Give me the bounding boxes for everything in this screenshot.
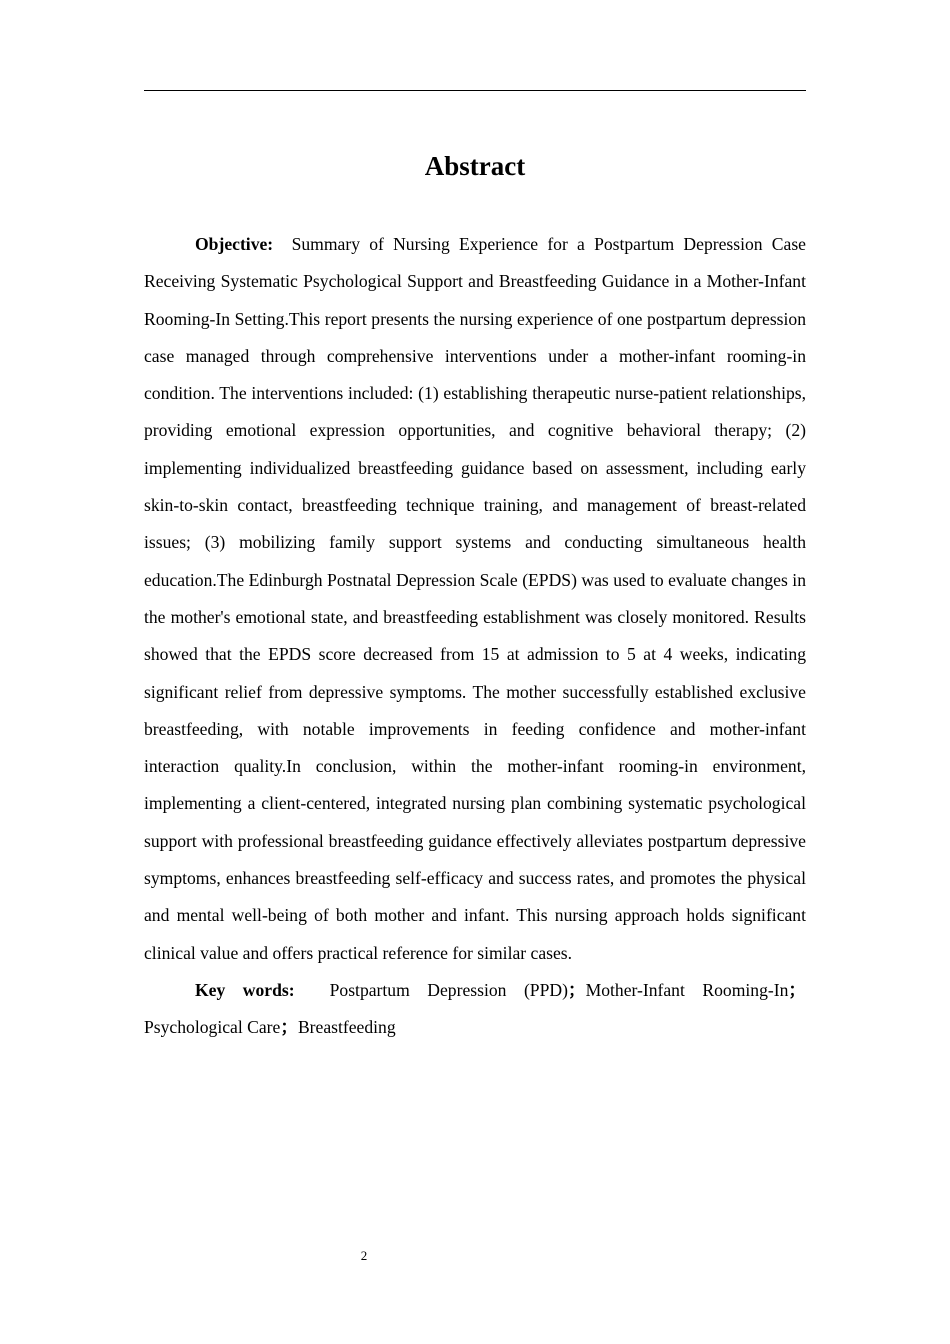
keyword-item: Mother-Infant Rooming-In <box>585 979 789 1000</box>
keyword-item: Breastfeeding <box>297 1017 396 1038</box>
keywords-paragraph <box>144 972 806 1047</box>
page-number: 2 <box>360 1248 368 1263</box>
keyword-separator: ； <box>788 979 806 1000</box>
abstract-body <box>144 226 806 1047</box>
objective-label: Objective: <box>195 234 274 254</box>
keyword-item: Psychological Care <box>144 1017 281 1038</box>
header-rule <box>144 90 806 91</box>
page-title: Abstract <box>424 151 526 181</box>
keyword-item: Postpartum Depression (PPD) <box>329 979 568 1000</box>
objective-text: Summary of Nursing Experience for a Postpartum Depression Case Receiving Systematic Psychological Support and Breastfeeding Guidance in a Mother-Infant Rooming-In Setting.This report presents the nursing experience of one postpartum depression case managed through comprehensive interventions under a mother-infant rooming-in condition. The interventions included: (1) establishing therapeutic nurse-patient relationships, providing emotional expression opportunities, and cognitive behavioral therapy; (2) implementing individualized breastfeeding guidance based on assessment, including early skin-to-skin contact, breastfeeding technique training, and management of breast-related issues; (3) mobilizing family support systems and conducting simultaneous health education.The Edinburgh Postnatal Depression Scale (EPDS) was used to evaluate changes in the mother's emotional state, and breastfeeding establishment was closely monitored. Results showed that the EPDS score decreased from 15 at admission to 5 at 4 weeks, indicating significant relief from depressive symptoms. The mother successfully established exclusive breastfeeding, with notable improvements in feeding confidence and mother-infant interaction quality.In conclusion, within the mother-infant rooming-in environment, implementing a client-centered, integrated nursing plan combining systematic psychological support with professional breastfeeding guidance effectively alleviates postpartum depressive symptoms, enhances breastfeeding self-efficacy and success rates, and promotes the physical and mental well-being of both mother and infant. This nursing approach holds significant clinical value and offers practical reference for similar cases. <box>144 234 806 963</box>
keywords-label: Key words: <box>195 979 295 1000</box>
keyword-separator: ； <box>280 1017 298 1038</box>
objective-paragraph <box>144 226 806 972</box>
keyword-separator: ； <box>567 979 586 1000</box>
